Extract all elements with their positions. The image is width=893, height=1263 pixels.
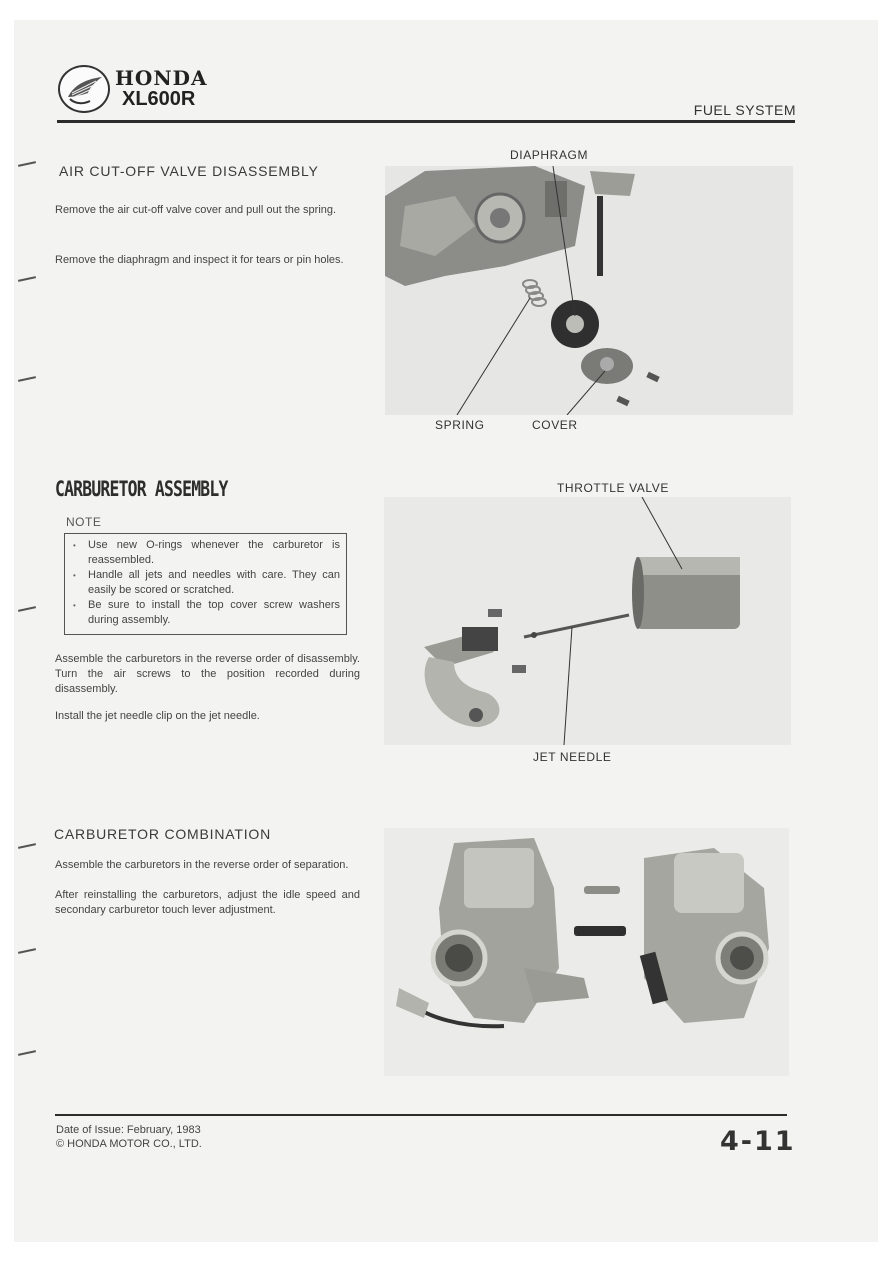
page-number: 4-11 [720,1126,796,1157]
note-label: NOTE [66,515,102,529]
model-name: XL600R [122,88,196,110]
photo-carburetor-combination [384,828,789,1076]
label-cover: COVER [532,418,578,432]
carb-assembly-paragraph-1: Assemble the carburetors in the reverse order of disassembly. Turn the air screws to the position recorded during disassembly. [55,653,360,695]
label-throttle-valve: THROTTLE VALVE [557,481,669,495]
carb-combination-heading: CARBURETOR COMBINATION [54,826,271,842]
photo-throttle-valve-jet-needle [384,497,791,745]
label-spring: SPRING [435,418,485,432]
carb-assembly-paragraph-2: Install the jet needle clip on the jet needle. [55,710,260,722]
date-of-issue: Date of Issue: February, 1983 [56,1124,201,1136]
air-cutoff-paragraph-1: Remove the air cut-off valve cover and pull out the spring. [55,204,337,216]
label-diaphragm: DIAPHRAGM [510,148,589,162]
brand-name: HONDA [115,66,208,90]
honda-wing-logo-icon [58,65,110,113]
label-jet-needle: JET NEEDLE [533,750,612,764]
section-title: FUEL SYSTEM [693,102,796,118]
footer-rule [55,1114,787,1116]
photo-air-cutoff-valve [385,166,793,415]
copyright: © HONDA MOTOR CO., LTD. [56,1138,202,1150]
footer-info [56,1123,202,1151]
carb-assembly-heading: CARBURETOR ASSEMBLY [55,477,228,501]
note-item: • Be sure to install the top cover screw washers during assembly. [73,598,340,628]
note-item: • Handle all jets and needles with care. They can easily be scored or scratched. [73,568,340,598]
header-rule [57,120,795,123]
air-cutoff-heading: AIR CUT-OFF VALVE DISASSEMBLY [59,163,319,179]
note-box [64,533,347,635]
note-item: • Use new O-rings whenever the carburetor is reassembled. [73,538,340,568]
carb-combination-paragraph-2: After reinstalling the carburetors, adjust the idle speed and secondary carburetor touch lever adjustment. [55,889,360,916]
carb-combination-paragraph-1: Assemble the carburetors in the reverse order of separation. [55,859,349,871]
air-cutoff-paragraph-2: Remove the diaphragm and inspect it for tears or pin holes. [55,254,344,266]
